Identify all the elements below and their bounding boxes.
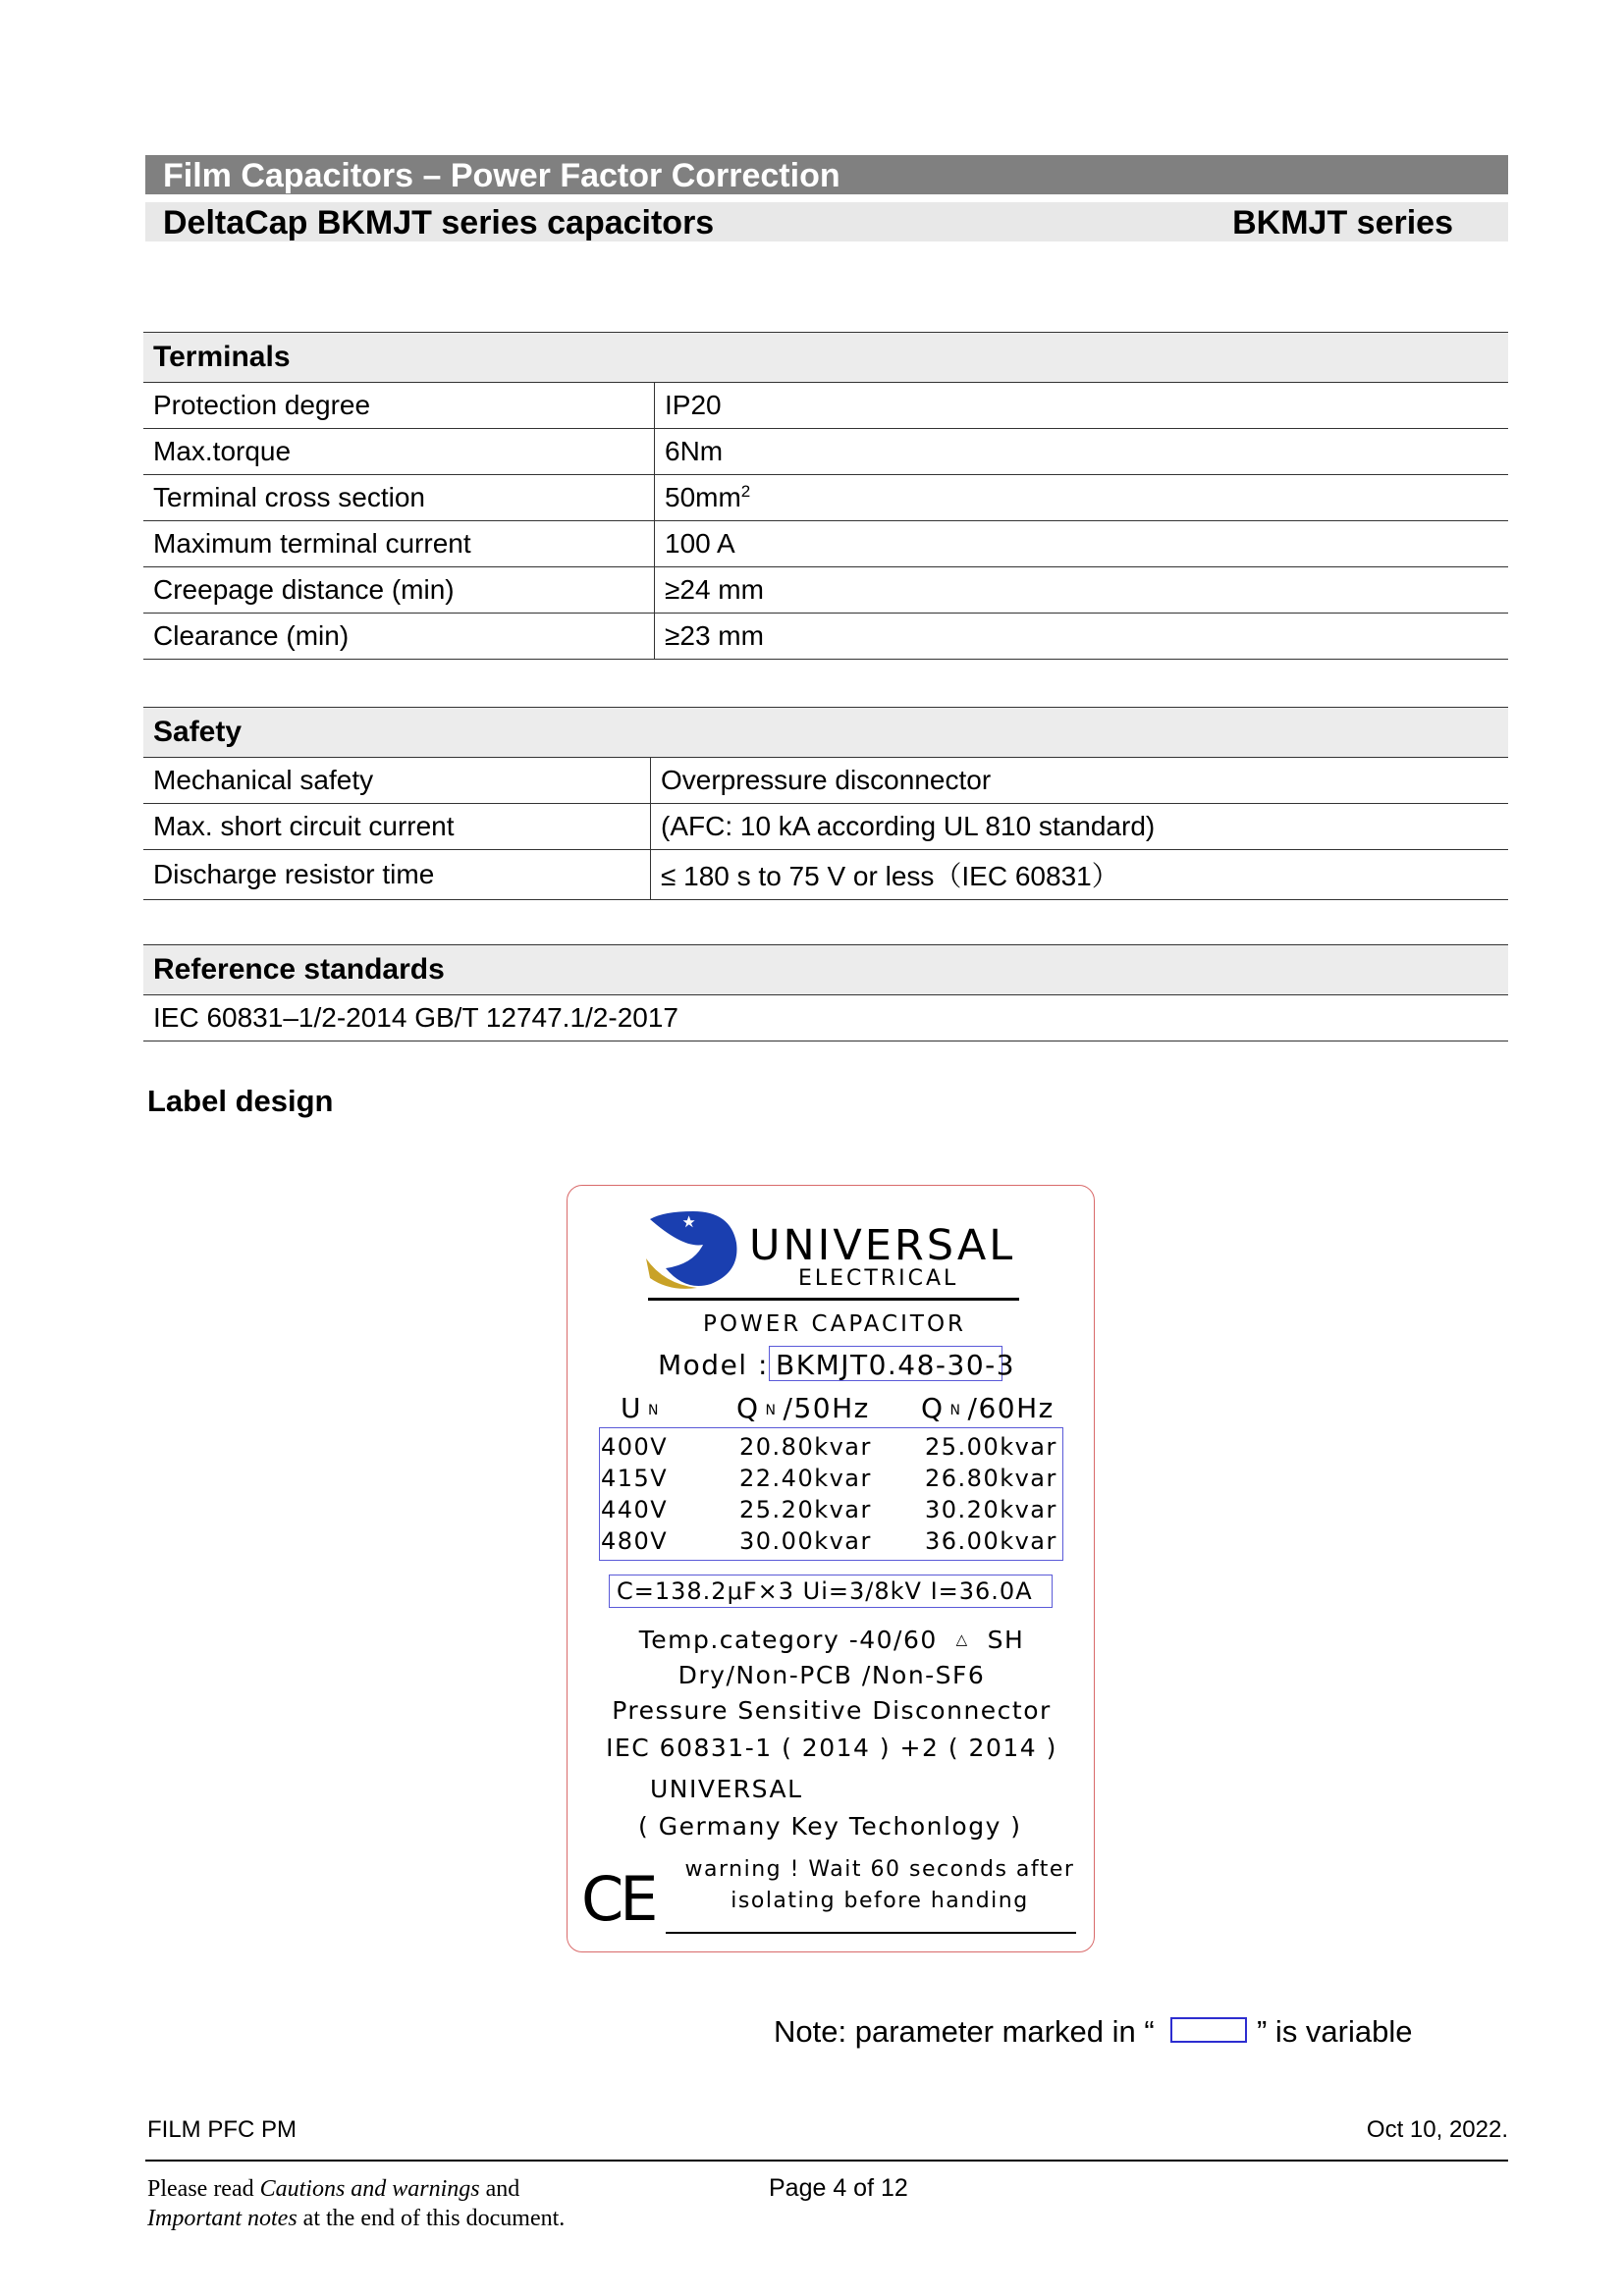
spec-key: Max. short circuit current <box>143 804 651 850</box>
terminals-title: Terminals <box>143 333 1508 383</box>
spec-key: Max.torque <box>143 429 655 475</box>
superscript: 2 <box>740 482 751 501</box>
disclaimer-text: at the end of this document. <box>297 2206 566 2231</box>
label-param-line: C=138.2μF×3 Ui=3/8kV I=36.0A <box>617 1577 1033 1605</box>
spec-key: Discharge resistor time <box>143 850 651 900</box>
col-q50-sub: N <box>765 1403 778 1418</box>
product-header <box>145 202 1508 241</box>
label-product-type: POWER CAPACITOR <box>703 1311 967 1337</box>
ce-mark-icon: CE <box>581 1863 655 1935</box>
spec-key: Mechanical safety <box>143 758 651 804</box>
safety-title: Safety <box>143 708 1508 758</box>
label-model-value: BKMJT0.48-30-3 <box>776 1349 1016 1381</box>
col-q60-suffix: /60Hz <box>967 1392 1055 1424</box>
terminals-table <box>143 332 1508 660</box>
table-row <box>143 521 1508 567</box>
col-un-letter: U <box>621 1392 642 1424</box>
label-model-caption: Model : <box>658 1349 769 1381</box>
rating-q50: 30.00kvar <box>739 1527 872 1555</box>
safety-table <box>143 707 1508 900</box>
brand-divider <box>648 1298 1019 1301</box>
col-q60-sub: N <box>949 1403 962 1418</box>
rating-voltage: 480V <box>601 1527 669 1555</box>
label-technology: ( Germany Key Techonlogy ) <box>638 1812 1022 1841</box>
temp-category: Temp.category -40/60 <box>638 1626 938 1654</box>
spec-value: 100 A <box>655 521 1509 567</box>
table-row <box>143 995 1508 1041</box>
rating-voltage: 415V <box>601 1465 669 1492</box>
temp-symbol: △ <box>955 1630 969 1648</box>
disclaimer-emphasis: Cautions and warnings <box>259 2176 480 2202</box>
product-title: DeltaCap BKMJT series capacitors <box>163 204 715 241</box>
col-q50-letter: Q <box>736 1392 760 1424</box>
rating-q50: 20.80kvar <box>739 1433 872 1461</box>
label-warning-1: warning ! Wait 60 seconds after <box>684 1857 1075 1882</box>
rating-q60: 26.80kvar <box>925 1465 1057 1492</box>
category-header <box>145 155 1508 194</box>
label-maker: UNIVERSAL <box>650 1775 803 1803</box>
table-row <box>143 804 1508 850</box>
col-un <box>621 1392 666 1424</box>
table-row <box>143 614 1508 660</box>
label-pressure: Pressure Sensitive Disconnector <box>612 1696 1052 1725</box>
temp-suffix: SH <box>987 1626 1025 1654</box>
label-brand-sub: ELECTRICAL <box>798 1266 959 1291</box>
col-q50 <box>736 1392 870 1424</box>
spec-value: ≤ 180 s to 75 V or less（IEC 60831） <box>651 850 1509 900</box>
warning-divider <box>666 1932 1076 1934</box>
spec-value-cell <box>655 475 1509 521</box>
rating-q60: 25.00kvar <box>925 1433 1057 1461</box>
table-row <box>143 383 1508 429</box>
rating-q60: 30.20kvar <box>925 1496 1057 1523</box>
rating-voltage: 440V <box>601 1496 669 1523</box>
col-q50-suffix: /50Hz <box>783 1392 870 1424</box>
disclaimer-text: Please read <box>147 2176 260 2202</box>
label-brand: UNIVERSAL <box>749 1221 1016 1270</box>
reference-text: IEC 60831–1/2-2014 GB/T 12747.1/2-2017 <box>143 995 1508 1041</box>
spec-value: 50mm <box>665 482 741 512</box>
spec-value: (AFC: 10 kA according UL 810 standard) <box>651 804 1509 850</box>
rating-q50: 25.20kvar <box>739 1496 872 1523</box>
footer-disclaimer <box>147 2174 565 2233</box>
spec-value: 6Nm <box>655 429 1509 475</box>
disclaimer-line-1 <box>147 2174 565 2204</box>
disclaimer-text: and <box>479 2176 520 2202</box>
spec-key: Terminal cross section <box>143 475 655 521</box>
reference-title: Reference standards <box>143 945 1508 995</box>
col-q60-letter: Q <box>921 1392 945 1424</box>
rating-q60: 36.00kvar <box>925 1527 1057 1555</box>
disclaimer-emphasis: Important notes <box>147 2206 298 2231</box>
label-design-title: Label design <box>147 1084 334 1118</box>
product-label <box>567 1185 1095 1952</box>
spec-key: Maximum terminal current <box>143 521 655 567</box>
table-row <box>143 567 1508 614</box>
category-title: Film Capacitors – Power Factor Correction <box>163 157 840 194</box>
label-warning-2: isolating before handing <box>731 1889 1029 1913</box>
rating-voltage: 400V <box>601 1433 669 1461</box>
table-row <box>143 429 1508 475</box>
col-q60 <box>921 1392 1055 1424</box>
note-prefix: Note: parameter marked in “ <box>774 2014 1155 2049</box>
page-number: Page 4 of 12 <box>769 2174 908 2202</box>
footer-divider <box>145 2160 1508 2162</box>
footer-doc-code: FILM PFC PM <box>147 2116 298 2143</box>
spec-value: ≥24 mm <box>655 567 1509 614</box>
spec-key: Clearance (min) <box>143 614 655 660</box>
reference-table <box>143 944 1508 1041</box>
note-suffix: ” is variable <box>1257 2014 1413 2049</box>
table-row <box>143 475 1508 521</box>
note-variable-box <box>1170 2017 1247 2043</box>
label-standard: IEC 60831-1 ( 2014 ) +2 ( 2014 ) <box>606 1734 1057 1762</box>
spec-value: Overpressure disconnector <box>651 758 1509 804</box>
label-dry: Dry/Non-PCB /Non-SF6 <box>677 1661 986 1689</box>
col-un-sub: N <box>648 1403 660 1418</box>
footer-date: Oct 10, 2022. <box>1366 2116 1508 2143</box>
label-temp-line <box>568 1626 1096 1654</box>
table-row <box>143 850 1508 900</box>
table-row <box>143 758 1508 804</box>
universal-logo-icon <box>644 1209 752 1294</box>
spec-value: IP20 <box>655 383 1509 429</box>
rating-q50: 22.40kvar <box>739 1465 872 1492</box>
series-title: BKMJT series <box>1232 204 1453 241</box>
disclaimer-line-2 <box>147 2204 565 2233</box>
spec-value: ≥23 mm <box>655 614 1509 660</box>
spec-key: Protection degree <box>143 383 655 429</box>
spec-key: Creepage distance (min) <box>143 567 655 614</box>
